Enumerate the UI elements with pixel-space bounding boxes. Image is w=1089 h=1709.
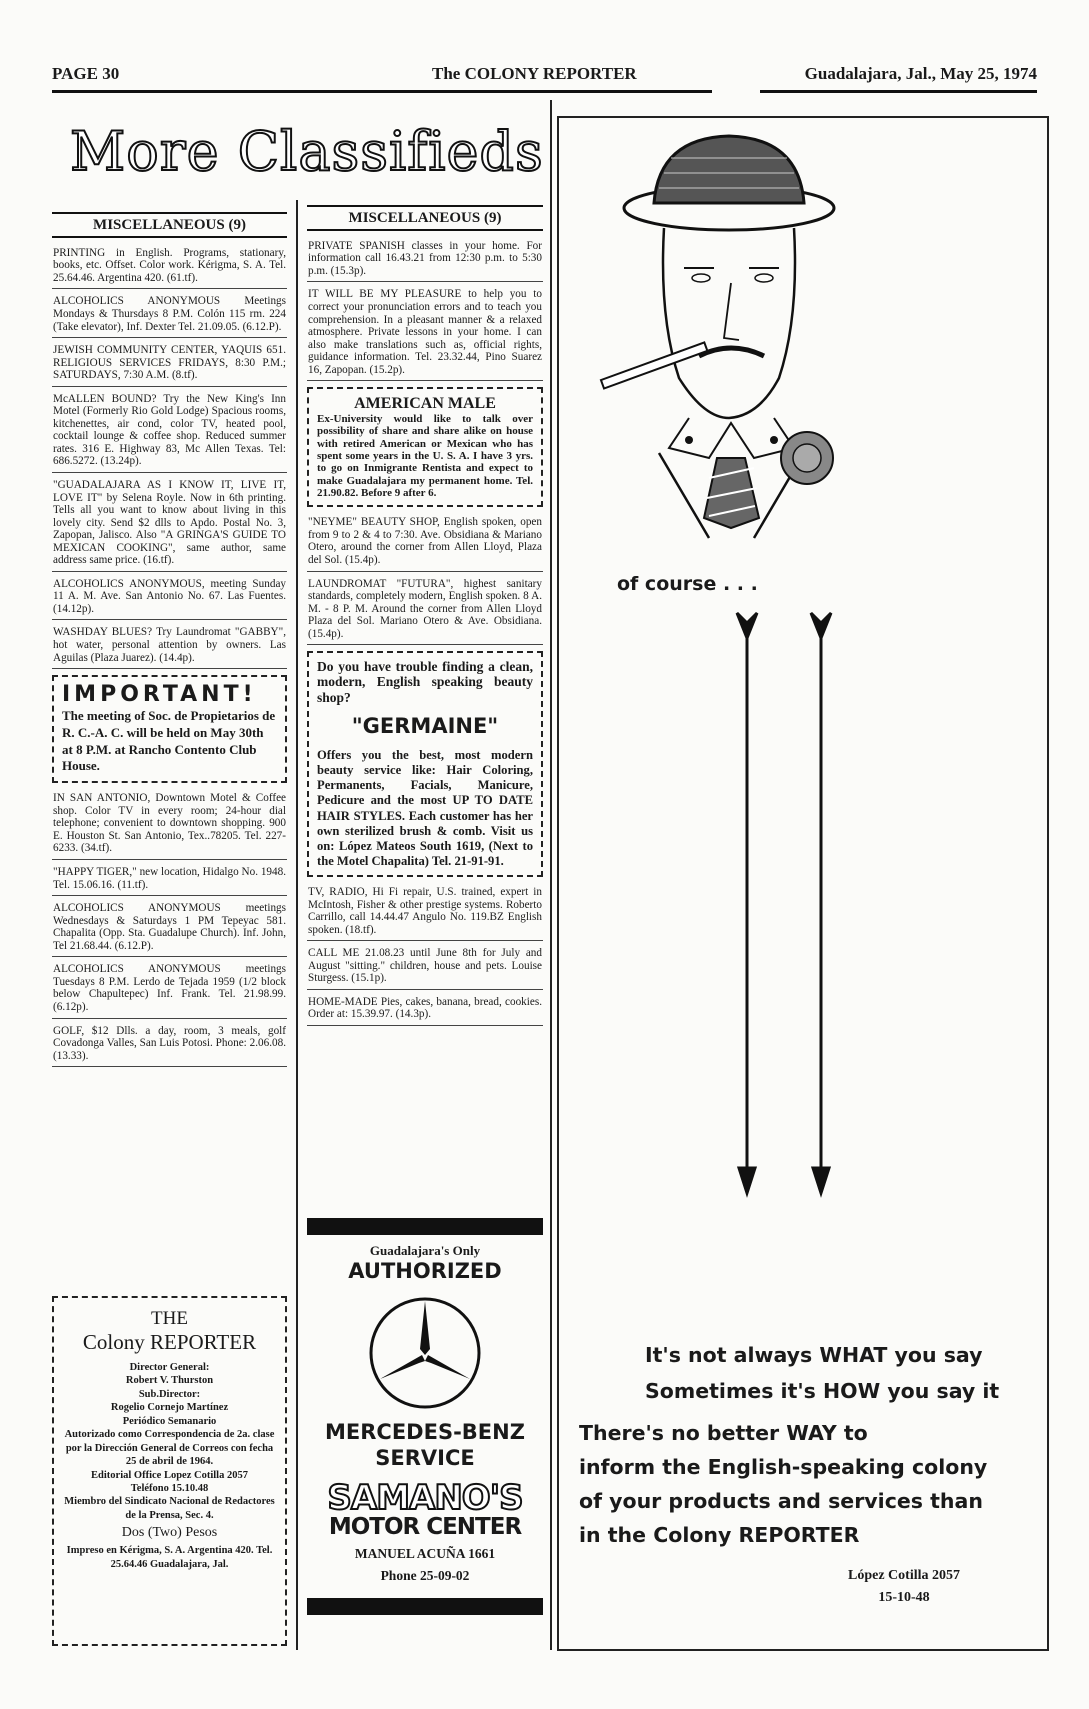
american-male-body: Ex-University would like to talk over possibility of share and share alike on house with retired American or Mexican who has spent some years in the U. S. A. I have 3 yrs. to go on Inmigrante Rentista and expect to make Guadalajara my permanent home. Tel. 21.90.82. Before 9 after 6. (317, 413, 533, 500)
classified-ad: HOME-MADE Pies, cakes, banana, bread, cookies. Order at: 15.39.97. (14.3p). (307, 993, 543, 1026)
column-divider (296, 200, 298, 1650)
mercedes-address: MANUEL ACUÑA 1661 (354, 1545, 496, 1561)
mercedes-ad (307, 1218, 543, 1650)
ad-signature (829, 1565, 979, 1610)
black-bar-bottom (307, 1598, 543, 1615)
colophon-line: Director General: (129, 1362, 210, 1373)
slogan-line-1: It's not always WHAT you say (645, 1343, 983, 1367)
classified-ad: McALLEN BOUND? Try the New King's Inn Motel (Formerly Rio Gold Lodge) Spacious rooms, kitchenettes, air cond, color TV, heated pool, cocktail lounge & coffee shop. Reduced summer rates. 316 E. Highway 83, Mc Allen Texas. Tel: 686.5272. (13.24p). (52, 390, 287, 473)
colophon-the: THE (151, 1308, 188, 1329)
classified-ad: IN SAN ANTONIO, Downtown Motel & Coffee shop. Color TV in every room; 24-hour dial telephone; convenient to downtown shopping. 900 E. Houston St. San Antonio, Tex..78205. Tel. 227-6233. (34.tf). (52, 789, 287, 860)
american-male-title: AMERICAN MALE (354, 395, 496, 413)
masthead (52, 64, 1037, 86)
column-2 (307, 205, 543, 1029)
important-title: IMPORTANT! (62, 682, 257, 708)
section-title: More Classifieds (70, 120, 544, 183)
colophon-print: Impreso en Kérigma, S. A. Argentina 420. Tel. 25.64.46 Guadalajara, Jal. (66, 1545, 273, 1570)
classified-ad: CALL ME 21.08.23 until June 8th for July and August "sitting." children, house and pets. Louise Sturgess. (15.1p). (307, 944, 543, 990)
colophon-line: Sub.Director: (138, 1388, 201, 1400)
important-notice-box (52, 675, 287, 783)
page-number: PAGE 30 (52, 64, 120, 83)
classified-ad: ALCOHOLICS ANONYMOUS Meetings Mondays & Thursdays 8 P.M. Colón 115 rm. 224 (Take elevator), Inf. Dexter Tel. 21.09.05. (6.12.P). (52, 292, 287, 338)
classified-ad: ALCOHOLICS ANONYMOUS meetings Wednesdays & Saturdays 1 PM Tepeyac 581. Chapalita (Opp. Sta. Guadalupe Church). Inf. John, Tel 21.68.44. (6.12.P). (52, 899, 287, 957)
signature-phone: 15-10-48 (878, 1590, 930, 1606)
column-1 (52, 212, 287, 1070)
mercedes-service-1: MERCEDES-BENZ (325, 1420, 525, 1444)
signature-address: López Cotilla 2057 (848, 1568, 960, 1583)
of-course-text: of course . . . (617, 573, 758, 595)
arrow-right (811, 613, 831, 1193)
colophon-name: Colony REPORTER (82, 1330, 257, 1354)
colophon-line: Periódico Semanario (122, 1415, 217, 1427)
top-rule-right (760, 90, 1037, 93)
germaine-name: "GERMAINE" (351, 713, 499, 738)
germaine-question: Do you have trouble finding a clean, modern, English speaking beauty shop? (317, 659, 533, 705)
black-bar (307, 1218, 543, 1235)
section-heading: MISCELLANEOUS (9) (52, 212, 287, 238)
classified-ad: JEWISH COMMUNITY CENTER, YAQUIS 651. RELIGIOUS SERVICES FRIDAYS, 8:30 P.M.; SATURDAYS, 7:30 A.M. (8.tf). (52, 341, 287, 387)
colony-reporter-house-ad (557, 116, 1049, 1651)
important-body: The meeting of Soc. de Propietarios de R. C.-A. C. will be held on May 30th at 8 P.M. at Rancho Contento Club House. (62, 707, 276, 774)
motor-center-text: MOTOR CENTER (328, 1513, 522, 1540)
germaine-body: Offers you the best, most modern beauty service like: Hair Coloring, Permanents, Facials, Manicure, Pedicure and the most UP TO DATE HAIR STYLES. Each customer has her own sterilized brush & comb. Visit us on: López Mateos South 1619, (Next to the Motel Chapalita) Tel. 21-91-91. (317, 748, 533, 868)
classified-ad: TV, RADIO, Hi Fi repair, U.S. trained, expert in McIntosh, Fisher & other prestige systems. Roberto Carrillo, call 14.44.47 Angulo No. 119.BZ English spoken. (18.tf). (307, 883, 543, 941)
slogan-line-2: Sometimes it's HOW you say it (645, 1379, 1000, 1403)
classified-ad: "HAPPY TIGER," new location, Hidalgo No. 1948. Tel. 15.06.16. (11.tf). (52, 863, 287, 896)
slogan-line-4: inform the English-speaking colony (579, 1455, 988, 1479)
classified-ad: ALCOHOLICS ANONYMOUS, meeting Sunday 11 A. M. Ave. San Antonio No. 67. Las Fuentes. (14.12p). (52, 575, 287, 621)
samanos-logo-text: SAMANO'S (327, 1477, 523, 1518)
slogan-line-6: in the Colony REPORTER (579, 1523, 860, 1547)
classified-ad: "GUADALAJARA AS I KNOW IT, LIVE IT, LOVE IT" by Selena Royle. Now in 6th printing. Tells all you want to know about living in this lovely city. Send $2 dlls to Apdo. Postal No. 3, Zapopan, Jalisco. Also "A GRINGA'S GUIDE TO MEXICAN COOKING", same author, same address same price. (16.tf). (52, 476, 287, 572)
colophon-price: Dos (Two) Pesos (121, 1525, 218, 1541)
colophon-line: Miembro del Sindicato Nacional de Redactores de la Prensa, Sec. 4. (64, 1496, 275, 1521)
column-divider-2 (550, 100, 552, 1650)
germaine-ad-box (307, 651, 543, 877)
slogan-body (579, 1416, 987, 1552)
classified-ad: PRINTING in English. Programs, stationary, books, etc. Offset. Color work. Kérigma, S. A. Tel. 25.64.46. Argentina 420. (61.tf). (52, 244, 287, 290)
classified-ad: PRIVATE SPANISH classes in your home. For information call 16.43.21 from 12:30 p.m. to 5:30 p.m. (15.3p). (307, 237, 543, 283)
section-heading: MISCELLANEOUS (9) (307, 205, 543, 231)
classified-ad: ALCOHOLICS ANONYMOUS meetings Tuesdays 8 P.M. Lerdo de Tejada 1959 (1/2 block below Chapultepec) Inf. Frank. Tel. 21.98.99. (6.12p). (52, 960, 287, 1018)
classified-ad: LAUNDROMAT "FUTURA", highest sanitary standards, completely modern, English spoken. 8 A. M. - 8 P. M. Around the corner from Allen Lloyd Plaza del Sol. Mariano Otero & Ave. Obsidiana. (15.4p). (307, 575, 543, 646)
mercedes-authorized: AUTHORIZED (348, 1259, 502, 1283)
dateline: Guadalajara, Jal., May 25, 1974 (804, 64, 1037, 83)
mercedes-star-logo (365, 1293, 485, 1413)
colophon-line: Autorizado como Correspondencia de 2a. clase por la Dirección General de Correos con fecha 25 de abril de 1964. (64, 1429, 275, 1468)
colophon-box (52, 1296, 287, 1646)
paper-name: The COLONY REPORTER (432, 64, 637, 83)
colophon-line: Rogelio Cornejo Martínez (110, 1402, 229, 1414)
slogan-line-3: There's no better WAY to (579, 1421, 868, 1445)
top-rule (52, 90, 712, 93)
mercedes-service-2: SERVICE (375, 1446, 475, 1471)
classified-ad: IT WILL BE MY PLEASURE to help you to correct your pronunciation errors and to teach you comprehension. In a pleasant manner & a relaxed atmosphere. Private lessons in your home. I can also make translations such as, official rights, guidance information. Tel. 23.32.44, Pino Suarez 16, Zapopan. (15.2p). (307, 285, 543, 381)
mercedes-phone: Phone 25-09-02 (380, 1567, 470, 1583)
classified-ad: WASHDAY BLUES? Try Laundromat "GABBY", hot water, personal attention by owners. Las Aguilas (Plaza Juarez). (14.4p). (52, 623, 287, 669)
arrow-left (737, 613, 757, 1193)
colophon-line: Robert V. Thurston (125, 1375, 214, 1387)
slogan-line-5: of your products and services than (579, 1489, 983, 1513)
colophon-line: Teléfono 15.10.48 (130, 1482, 209, 1494)
american-male-box (307, 387, 543, 507)
mercedes-sub: Guadalajara's Only (369, 1243, 481, 1258)
classified-ad: GOLF, $12 Dlls. a day, room, 3 meals, golf Covadonga Valles, San Luis Potosi. Phone: 2.06.08. (13.33). (52, 1022, 287, 1068)
classified-ad: "NEYME" BEAUTY SHOP, English spoken, open from 9 to 2 & 4 to 7:30. Ave. Obsidiana & Mariano Otero, around the corner from Allen Lloyd, Plaza del Sol. (15.4p). (307, 513, 543, 571)
colophon-line: Editorial Office Lopez Cotilla 2057 (91, 1469, 248, 1481)
